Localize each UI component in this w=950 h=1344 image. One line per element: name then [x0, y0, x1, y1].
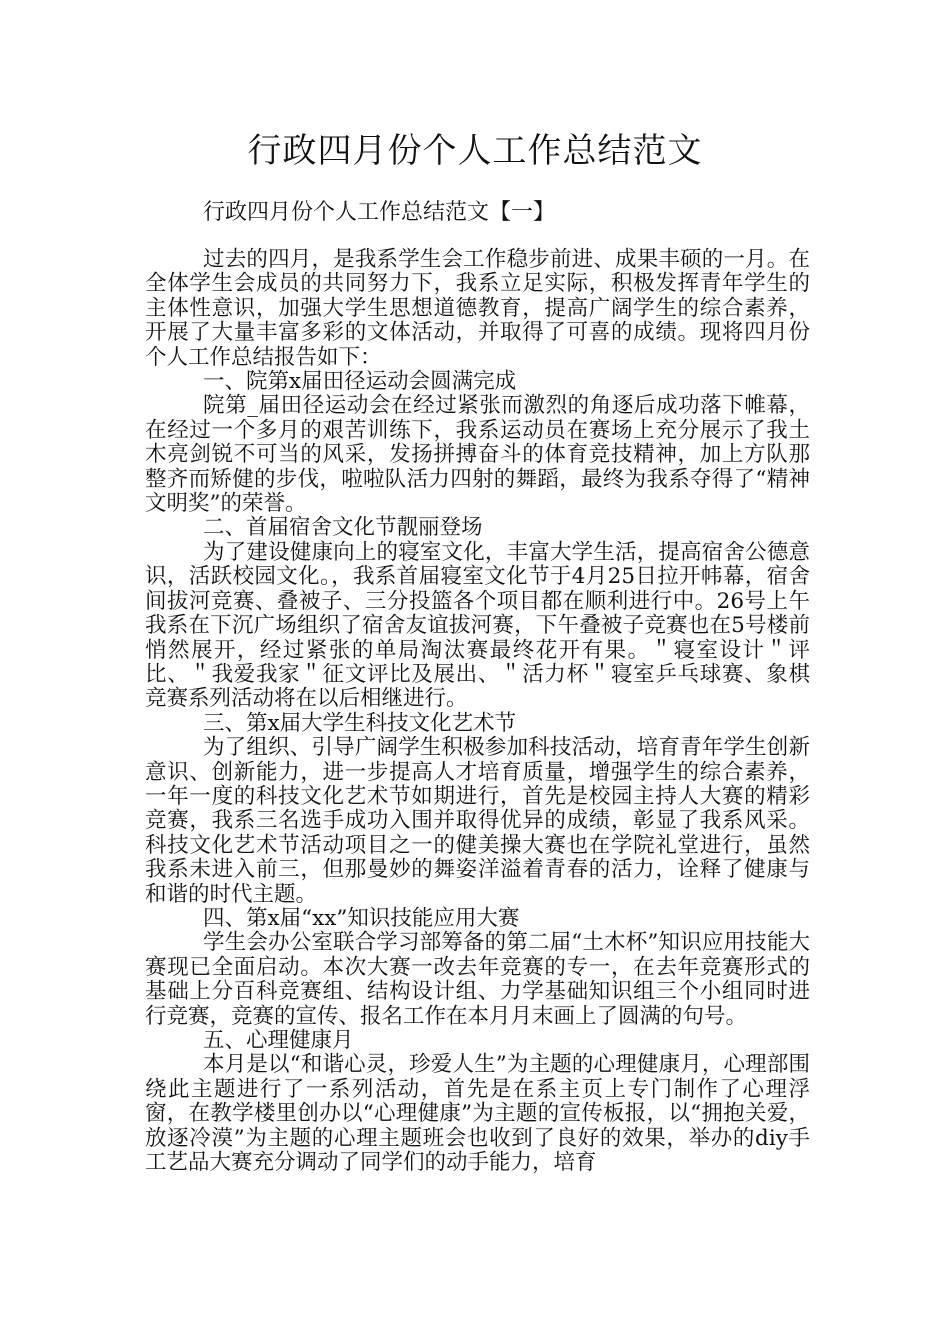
section-heading-2: 二、首届宿舍文化节靓丽登场	[203, 515, 483, 541]
document-body	[145, 248, 810, 1175]
section-paragraph-2: 为了建设健康向上的寝室文化，丰富大学生活，提高宿舍公德意识，活跃校园文化。，我系首届寝室文化节于4月25日拉开帏幕，宿舍间拔河竞赛、叠被子、三分投篮各个项目都在顺利进行中。26号上午我系在下沉广场组织了宿舍友谊拔河赛，下午叠被子竞赛也在5号楼前悄然展开，经过紧张的单局淘汰赛最终花开有果。＂寝室设计＂评比、＂我爱我家＂征文评比及展出、＂活力杯＂寝室乒乓球赛、象棋竞赛系列活动将在以后相继进行。	[145, 539, 810, 712]
section-heading-5: 五、心理健康月	[203, 1028, 354, 1053]
section-paragraph-5: 本月是以“和谐心灵，珍爱人生”为主题的心理健康月，心理部围绕此主题进行了一系列活动，首先是在系主页上专门制作了心理浮窗，在教学楼里创办以“心理健康”为主题的宣传板报，以“拥抱关爱，放逐冷漠”为主题的心理主题班会也收到了良好的效果，举办的diy手工艺品大赛充分调动了同学们的动手能力，培育	[145, 1052, 810, 1176]
document-title: 行政四月份个人工作总结范文	[247, 131, 703, 171]
section-heading-3: 三、第x届大学生科技文化艺术节	[203, 710, 517, 736]
section-paragraph-1: 院第_届田径运动会在经过紧张而激烈的角逐后成功落下帷幕，在经过一个多月的艰苦训练下，我系运动员在赛场上充分展示了我土木亮剑锐不可当的风采，发扬拼搏奋斗的体育竞技精神，加上方队那整齐而矫健的步伐，啦啦队活力四射的舞蹈，最终为我系夺得了“精神文明奖”的荣誉。	[145, 393, 810, 517]
section-paragraph-3: 为了组织、引导广阔学生积极参加科技活动，培育青年学生创新意识、创新能力，进一步提高人才培育质量，增强学生的综合素养，一年一度的科技文化艺术节如期进行，首先是校园主持人大赛的精彩竞赛，我系三名选手成功入围并取得优异的成绩，彰显了我系风采。科技文化艺术节活动项目之一的健美操大赛也在学院礼堂进行，虽然我系未进入前三，但那曼妙的舞姿洋溢着青春的活力，诠释了健康与和谐的时代主题。	[145, 735, 810, 907]
intro-paragraph: 过去的四月，是我系学生会工作稳步前进、成果丰硕的一月。在全体学生会成员的共同努力下，我系立足实际，积极发挥青年学生的主体性意识，加强大学生思想道德教育，提高广阔学生的综合素养，开展了大量丰富多彩的文体活动，并取得了可喜的成绩。现将四月份个人工作总结报告如下：	[145, 247, 810, 370]
section-heading-1: 一、院第x届田径运动会圆满完成	[203, 369, 517, 395]
section-heading-4: 四、第x届“xx”知识技能应用大赛	[203, 905, 520, 931]
section-subtitle: 行政四月份个人工作总结范文【一】	[203, 200, 556, 225]
section-paragraph-4: 学生会办公室联合学习部筹备的第二届“土木杯”知识应用技能大赛现已全面启动。本次大赛一改去年竞赛的专一，在去年竞赛形式的基础上分百科竞赛组、结构设计组、力学基础知识组三个小组同时进行竞赛，竞赛的宣传、报名工作在本月月末画上了圆满的句号。	[145, 930, 810, 1029]
